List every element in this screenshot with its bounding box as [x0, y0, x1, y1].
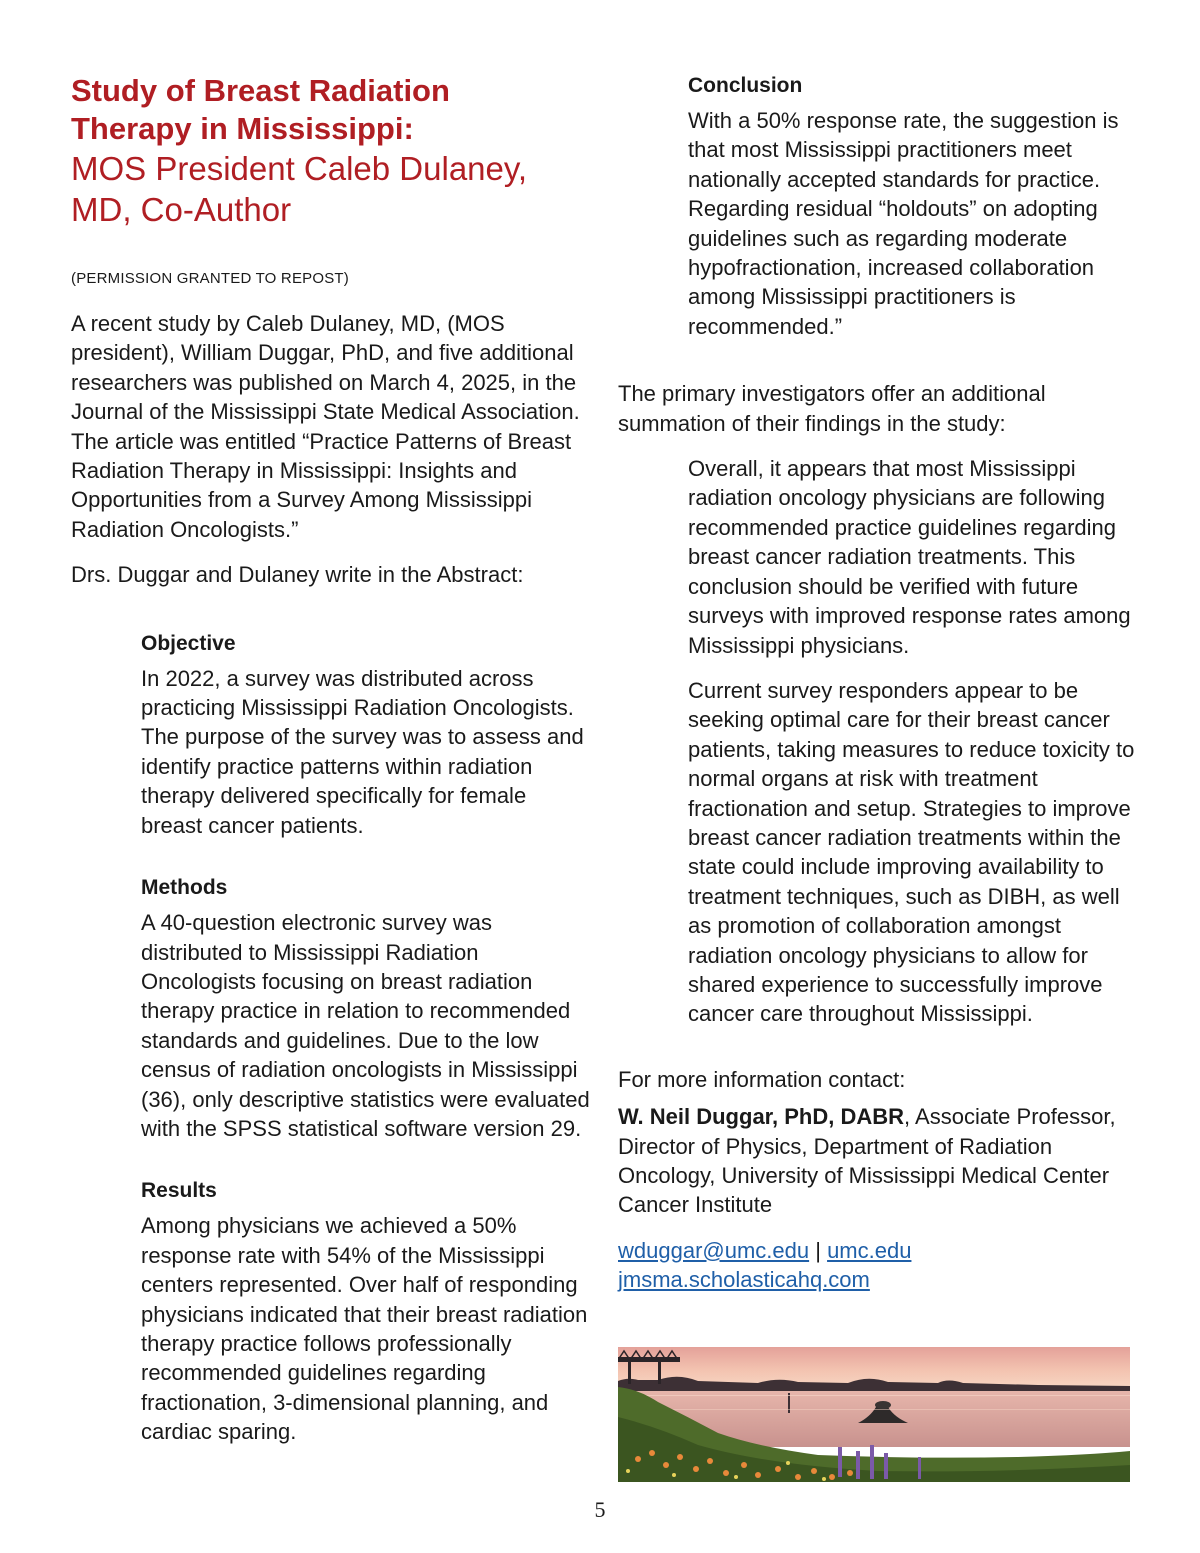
- link-separator: |: [809, 1237, 828, 1263]
- conclusion-heading: Conclusion: [688, 74, 803, 97]
- conclusion-section: [688, 72, 1138, 341]
- methods-heading: Methods: [141, 876, 228, 900]
- abstract-lead: Drs. Duggar and Dulaney write in the Abstract:: [71, 562, 524, 588]
- intro-paragraph: A recent study by Caleb Dulaney, MD, (MOS president), William Duggar, PhD, and five additional researchers was published on March 4, 2025, in the Journal of the Mississippi State Medical Association. The article was entitled “Practice Patterns of Breast Radiation Therapy in Mississippi: Insights and Opportunities from a Survey Among Mississippi Radiation Oncologists.”: [71, 311, 580, 542]
- methods-text: A 40-question electronic survey was distributed to Mississippi Radiation Oncologists focusing on breast radiation therapy practice in relation to recommended standards and guidelines. Due to the low census of radiation oncologists in Mississippi (36), only descriptive statistics were evaluated with the SPSS statistical software version 29.: [141, 910, 590, 1141]
- umc-link[interactable]: umc.edu: [827, 1237, 912, 1263]
- subtitle-line-2: MD, Co-Author: [71, 191, 292, 228]
- summation-paragraph-1: Overall, it appears that most Mississippi radiation oncology physicians are following recommended practice guidelines regarding breast cancer radiation treatments. This conclusion should be verified with future surveys with improved response rates among Mississippi physicians.: [688, 456, 1131, 658]
- title-line-2: Therapy in Mississippi:: [71, 111, 414, 146]
- page-number: 5: [594, 1497, 606, 1522]
- summation-quote: [688, 454, 1138, 1029]
- article-subtitle: [71, 148, 591, 230]
- results-section: [141, 1177, 591, 1446]
- methods-section: [141, 874, 591, 1143]
- subtitle-line-1: MOS President Caleb Dulaney,: [71, 150, 528, 187]
- summation-paragraph-2: Current survey responders appear to be seeking optimal care for their breast cancer patients, taking measures to reduce toxicity to normal organs at risk with treatment fractionation and setup. Strategies to improve breast cancer radiation treatments within the state could include improving availability to treatment techniques, such as DIBH, as well as promotion of collaboration amongst radiation oncology physicians to allow for shared experience to successfully improve cancer care throughout Mississippi.: [688, 677, 1135, 1027]
- conclusion-text: With a 50% response rate, the suggestion is that most Mississippi practitioners meet nationally accepted standards for practice. Regarding residual “holdouts” on adopting guidelines such as regarding moderate hypofractionation, increased collaboration among Mississippi practitioners is recommended.”: [688, 108, 1119, 339]
- contact-links: [618, 1236, 1138, 1295]
- abstract-block: [141, 630, 591, 1447]
- objective-text: In 2022, a survey was distributed across practicing Mississippi Radiation Oncologists. The purpose of the survey was to assess and identify practice patterns within radiation therapy delivered specifically for female breast cancer patients.: [141, 665, 584, 838]
- river-landscape-photo: [618, 1347, 1130, 1482]
- objective-heading: Objective: [141, 631, 236, 655]
- objective-section: [141, 630, 591, 840]
- contact-title: , Associate Professor, Director of Physics, Department of Radiation Oncology, University of Mississippi Medical Center Cancer Institute: [618, 1104, 1116, 1218]
- contact-details: [618, 1102, 1138, 1220]
- article-title: [71, 72, 591, 148]
- right-column: [618, 72, 1138, 1295]
- contact-name: W. Neil Duggar, PhD, DABR: [618, 1104, 905, 1130]
- left-column: [71, 72, 591, 1481]
- title-line-1: Study of Breast Radiation: [71, 73, 450, 108]
- permission-note: (PERMISSION GRANTED TO REPOST): [71, 270, 349, 287]
- journal-link[interactable]: jmsma.scholastica​hq.com: [618, 1267, 870, 1293]
- results-heading: Results: [141, 1179, 217, 1203]
- river-landscape-illustration: [618, 1347, 1130, 1482]
- email-link[interactable]: wduggar@umc.edu: [618, 1237, 810, 1263]
- summation-lead: The primary investigators offer an additional summation of their findings in the study:: [618, 381, 1046, 436]
- results-text: Among physicians we achieved a 50% response rate with 54% of the Mississippi centers represented. Over half of responding physicians indicated that their breast radiation therapy practice follows professionally recommended guidelines regarding fractionation, 3-dimensional planning, and cardiac sparing.: [141, 1213, 588, 1445]
- contact-lead: For more information contact:: [618, 1066, 906, 1092]
